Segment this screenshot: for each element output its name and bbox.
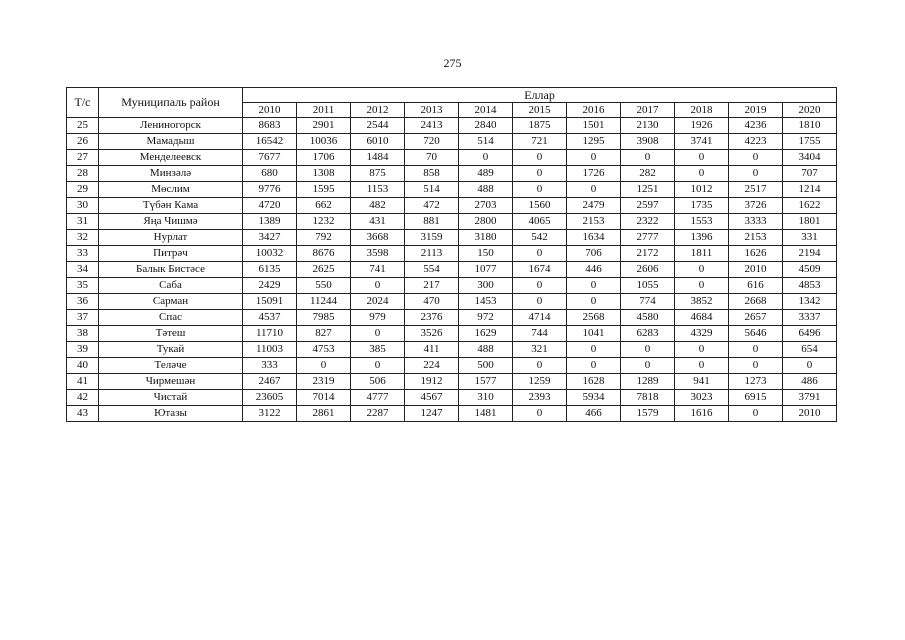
table-row: [67, 150, 837, 166]
value-cell: 0: [351, 326, 405, 342]
value-cell: 2517: [729, 182, 783, 198]
value-cell: 5934: [567, 390, 621, 406]
value-cell: 10032: [243, 246, 297, 262]
row-index: 25: [67, 118, 99, 134]
table-row: [67, 230, 837, 246]
table-row: [67, 166, 837, 182]
value-cell: 3333: [729, 214, 783, 230]
value-cell: 858: [405, 166, 459, 182]
value-cell: 0: [675, 358, 729, 374]
value-cell: 2413: [405, 118, 459, 134]
value-cell: 4567: [405, 390, 459, 406]
row-index: 39: [67, 342, 99, 358]
value-cell: 0: [567, 358, 621, 374]
value-cell: 972: [459, 310, 513, 326]
row-index: 42: [67, 390, 99, 406]
header-year: 2016: [567, 103, 621, 118]
value-cell: 506: [351, 374, 405, 390]
value-cell: 488: [459, 182, 513, 198]
value-cell: 0: [621, 150, 675, 166]
row-index: 40: [67, 358, 99, 374]
district-name: Минзәлә: [99, 166, 243, 182]
header-year: 2011: [297, 103, 351, 118]
value-cell: 6496: [783, 326, 837, 342]
table-row: [67, 182, 837, 198]
value-cell: 0: [513, 406, 567, 422]
value-cell: 0: [729, 150, 783, 166]
row-index: 37: [67, 310, 99, 326]
header-year: 2019: [729, 103, 783, 118]
value-cell: 2376: [405, 310, 459, 326]
header-year: 2013: [405, 103, 459, 118]
value-cell: 310: [459, 390, 513, 406]
value-cell: 1308: [297, 166, 351, 182]
table-row: [67, 294, 837, 310]
value-cell: 2840: [459, 118, 513, 134]
value-cell: 6915: [729, 390, 783, 406]
value-cell: 4684: [675, 310, 729, 326]
value-cell: 0: [729, 406, 783, 422]
value-cell: 1726: [567, 166, 621, 182]
value-cell: 9776: [243, 182, 297, 198]
value-cell: 4329: [675, 326, 729, 342]
district-name: Чистай: [99, 390, 243, 406]
value-cell: 1634: [567, 230, 621, 246]
value-cell: 2703: [459, 198, 513, 214]
value-cell: 875: [351, 166, 405, 182]
value-cell: 1622: [783, 198, 837, 214]
value-cell: 1811: [675, 246, 729, 262]
value-cell: 1577: [459, 374, 513, 390]
value-cell: 1801: [783, 214, 837, 230]
value-cell: 4236: [729, 118, 783, 134]
table-row: [67, 118, 837, 134]
value-cell: 500: [459, 358, 513, 374]
value-cell: 1579: [621, 406, 675, 422]
value-cell: 4720: [243, 198, 297, 214]
value-cell: 217: [405, 278, 459, 294]
value-cell: 2625: [297, 262, 351, 278]
value-cell: 0: [297, 358, 351, 374]
value-cell: 7818: [621, 390, 675, 406]
value-cell: 4509: [783, 262, 837, 278]
value-cell: 3726: [729, 198, 783, 214]
value-cell: 1077: [459, 262, 513, 278]
value-cell: 0: [675, 166, 729, 182]
value-cell: 3180: [459, 230, 513, 246]
value-cell: 1674: [513, 262, 567, 278]
value-cell: 2319: [297, 374, 351, 390]
value-cell: 0: [459, 150, 513, 166]
value-cell: 1926: [675, 118, 729, 134]
page-number: 275: [443, 56, 462, 70]
value-cell: 0: [783, 358, 837, 374]
value-cell: 2194: [783, 246, 837, 262]
value-cell: 8676: [297, 246, 351, 262]
value-cell: 11003: [243, 342, 297, 358]
value-cell: 300: [459, 278, 513, 294]
district-name: Саба: [99, 278, 243, 294]
value-cell: 1289: [621, 374, 675, 390]
value-cell: 514: [405, 182, 459, 198]
value-cell: 0: [513, 358, 567, 374]
district-name: Питрәч: [99, 246, 243, 262]
header-row-top: [67, 88, 837, 103]
value-cell: 979: [351, 310, 405, 326]
value-cell: 2010: [729, 262, 783, 278]
row-index: 41: [67, 374, 99, 390]
value-cell: 0: [675, 278, 729, 294]
value-cell: 3741: [675, 134, 729, 150]
value-cell: 0: [567, 342, 621, 358]
value-cell: 1481: [459, 406, 513, 422]
value-cell: 1626: [729, 246, 783, 262]
row-index: 32: [67, 230, 99, 246]
district-name: Тукай: [99, 342, 243, 358]
value-cell: 0: [351, 358, 405, 374]
value-cell: 1389: [243, 214, 297, 230]
value-cell: 0: [729, 358, 783, 374]
table-row: [67, 310, 837, 326]
value-cell: 0: [567, 150, 621, 166]
value-cell: 282: [621, 166, 675, 182]
value-cell: 2130: [621, 118, 675, 134]
value-cell: 3526: [405, 326, 459, 342]
value-cell: 4753: [297, 342, 351, 358]
value-cell: 2479: [567, 198, 621, 214]
value-cell: 744: [513, 326, 567, 342]
value-cell: 446: [567, 262, 621, 278]
value-cell: 1484: [351, 150, 405, 166]
value-cell: 0: [675, 342, 729, 358]
row-index: 30: [67, 198, 99, 214]
district-name: Мамадыш: [99, 134, 243, 150]
value-cell: 3337: [783, 310, 837, 326]
value-cell: 1396: [675, 230, 729, 246]
value-cell: 10036: [297, 134, 351, 150]
table-row: [67, 342, 837, 358]
value-cell: 3791: [783, 390, 837, 406]
row-index: 35: [67, 278, 99, 294]
value-cell: 662: [297, 198, 351, 214]
value-cell: 514: [459, 134, 513, 150]
value-cell: 1342: [783, 294, 837, 310]
value-cell: 1214: [783, 182, 837, 198]
value-cell: 16542: [243, 134, 297, 150]
value-cell: 680: [243, 166, 297, 182]
value-cell: 3852: [675, 294, 729, 310]
value-cell: 2010: [783, 406, 837, 422]
value-cell: 6135: [243, 262, 297, 278]
value-cell: 4853: [783, 278, 837, 294]
value-cell: 2113: [405, 246, 459, 262]
value-cell: 1251: [621, 182, 675, 198]
value-cell: 2657: [729, 310, 783, 326]
district-name: Лениногорск: [99, 118, 243, 134]
header-year: 2017: [621, 103, 675, 118]
header-year: 2020: [783, 103, 837, 118]
row-index: 38: [67, 326, 99, 342]
district-name: Ютазы: [99, 406, 243, 422]
value-cell: 3404: [783, 150, 837, 166]
value-cell: 542: [513, 230, 567, 246]
value-cell: 0: [729, 166, 783, 182]
value-cell: 1273: [729, 374, 783, 390]
value-cell: 482: [351, 198, 405, 214]
value-cell: 1755: [783, 134, 837, 150]
value-cell: 7677: [243, 150, 297, 166]
value-cell: 3023: [675, 390, 729, 406]
value-cell: 1259: [513, 374, 567, 390]
value-cell: 1501: [567, 118, 621, 134]
value-cell: 616: [729, 278, 783, 294]
value-cell: 2901: [297, 118, 351, 134]
row-index: 29: [67, 182, 99, 198]
value-cell: 11244: [297, 294, 351, 310]
value-cell: 431: [351, 214, 405, 230]
table-row: [67, 390, 837, 406]
value-cell: 1012: [675, 182, 729, 198]
value-cell: 1628: [567, 374, 621, 390]
value-cell: 0: [513, 150, 567, 166]
value-cell: 941: [675, 374, 729, 390]
value-cell: 1629: [459, 326, 513, 342]
value-cell: 1055: [621, 278, 675, 294]
table-row: [67, 134, 837, 150]
value-cell: 150: [459, 246, 513, 262]
value-cell: 721: [513, 134, 567, 150]
row-index: 34: [67, 262, 99, 278]
value-cell: 0: [567, 294, 621, 310]
header-years-group: Еллар: [243, 88, 837, 103]
district-name: Нурлат: [99, 230, 243, 246]
value-cell: 15091: [243, 294, 297, 310]
value-cell: 0: [621, 342, 675, 358]
value-cell: 224: [405, 358, 459, 374]
value-cell: 466: [567, 406, 621, 422]
table-row: [67, 374, 837, 390]
value-cell: 1553: [675, 214, 729, 230]
value-cell: 4580: [621, 310, 675, 326]
value-cell: 1912: [405, 374, 459, 390]
header-index: Т/с: [67, 88, 99, 118]
value-cell: 654: [783, 342, 837, 358]
value-cell: 792: [297, 230, 351, 246]
value-cell: 0: [567, 182, 621, 198]
value-cell: 486: [783, 374, 837, 390]
table-row: [67, 198, 837, 214]
value-cell: 5646: [729, 326, 783, 342]
value-cell: 489: [459, 166, 513, 182]
value-cell: 3122: [243, 406, 297, 422]
value-cell: 333: [243, 358, 297, 374]
value-cell: 1453: [459, 294, 513, 310]
value-cell: 1041: [567, 326, 621, 342]
value-cell: 4537: [243, 310, 297, 326]
value-cell: 4223: [729, 134, 783, 150]
table-header: [67, 88, 837, 118]
value-cell: 488: [459, 342, 513, 358]
value-cell: 2153: [567, 214, 621, 230]
value-cell: 7985: [297, 310, 351, 326]
value-cell: 3598: [351, 246, 405, 262]
row-index: 43: [67, 406, 99, 422]
value-cell: 0: [513, 278, 567, 294]
value-cell: 4065: [513, 214, 567, 230]
district-name: Спас: [99, 310, 243, 326]
value-cell: 2153: [729, 230, 783, 246]
table-row: [67, 214, 837, 230]
row-index: 26: [67, 134, 99, 150]
value-cell: 2172: [621, 246, 675, 262]
value-cell: 2024: [351, 294, 405, 310]
value-cell: 2668: [729, 294, 783, 310]
value-cell: 0: [729, 342, 783, 358]
value-cell: 0: [513, 246, 567, 262]
value-cell: 2393: [513, 390, 567, 406]
value-cell: 1875: [513, 118, 567, 134]
value-cell: 881: [405, 214, 459, 230]
value-cell: 0: [675, 262, 729, 278]
value-cell: 0: [513, 182, 567, 198]
table-row: [67, 406, 837, 422]
value-cell: 1295: [567, 134, 621, 150]
district-name: Сарман: [99, 294, 243, 310]
value-cell: 1735: [675, 198, 729, 214]
value-cell: 8683: [243, 118, 297, 134]
value-cell: 741: [351, 262, 405, 278]
value-cell: 707: [783, 166, 837, 182]
value-cell: 1595: [297, 182, 351, 198]
value-cell: 2606: [621, 262, 675, 278]
value-cell: 2861: [297, 406, 351, 422]
row-index: 27: [67, 150, 99, 166]
value-cell: 23605: [243, 390, 297, 406]
value-cell: 2322: [621, 214, 675, 230]
header-district: Муниципаль район: [99, 88, 243, 118]
value-cell: 2544: [351, 118, 405, 134]
value-cell: 411: [405, 342, 459, 358]
district-name: Түбән Кама: [99, 198, 243, 214]
row-index: 31: [67, 214, 99, 230]
row-index: 28: [67, 166, 99, 182]
value-cell: 2429: [243, 278, 297, 294]
header-year: 2018: [675, 103, 729, 118]
value-cell: 2467: [243, 374, 297, 390]
value-cell: 470: [405, 294, 459, 310]
value-cell: 0: [567, 278, 621, 294]
value-cell: 6283: [621, 326, 675, 342]
value-cell: 550: [297, 278, 351, 294]
district-name: Тәтеш: [99, 326, 243, 342]
value-cell: 0: [513, 294, 567, 310]
value-cell: 720: [405, 134, 459, 150]
value-cell: 0: [621, 358, 675, 374]
value-cell: 11710: [243, 326, 297, 342]
value-cell: 0: [351, 278, 405, 294]
value-cell: 4777: [351, 390, 405, 406]
value-cell: 331: [783, 230, 837, 246]
value-cell: 70: [405, 150, 459, 166]
value-cell: 3908: [621, 134, 675, 150]
value-cell: 2568: [567, 310, 621, 326]
value-cell: 472: [405, 198, 459, 214]
value-cell: 1153: [351, 182, 405, 198]
table-row: [67, 246, 837, 262]
header-year: 2010: [243, 103, 297, 118]
value-cell: 3668: [351, 230, 405, 246]
value-cell: 0: [675, 150, 729, 166]
data-table: [66, 87, 837, 422]
value-cell: 3159: [405, 230, 459, 246]
header-year: 2014: [459, 103, 513, 118]
value-cell: 7014: [297, 390, 351, 406]
value-cell: 1247: [405, 406, 459, 422]
value-cell: 774: [621, 294, 675, 310]
value-cell: 827: [297, 326, 351, 342]
row-index: 36: [67, 294, 99, 310]
table-row: [67, 262, 837, 278]
district-name: Мөслим: [99, 182, 243, 198]
district-name: Менделеевск: [99, 150, 243, 166]
value-cell: 554: [405, 262, 459, 278]
value-cell: 1616: [675, 406, 729, 422]
district-name: Чирмешән: [99, 374, 243, 390]
value-cell: 3427: [243, 230, 297, 246]
header-year: 2012: [351, 103, 405, 118]
value-cell: 2800: [459, 214, 513, 230]
value-cell: 1232: [297, 214, 351, 230]
value-cell: 1560: [513, 198, 567, 214]
value-cell: 1706: [297, 150, 351, 166]
value-cell: 6010: [351, 134, 405, 150]
row-index: 33: [67, 246, 99, 262]
table-row: [67, 358, 837, 374]
value-cell: 385: [351, 342, 405, 358]
value-cell: 321: [513, 342, 567, 358]
value-cell: 0: [513, 166, 567, 182]
district-name: Балык Бистәсе: [99, 262, 243, 278]
district-name: Теләче: [99, 358, 243, 374]
value-cell: 2777: [621, 230, 675, 246]
district-name: Яңа Чишмә: [99, 214, 243, 230]
value-cell: 1810: [783, 118, 837, 134]
value-cell: 706: [567, 246, 621, 262]
value-cell: 4714: [513, 310, 567, 326]
table-row: [67, 326, 837, 342]
value-cell: 2597: [621, 198, 675, 214]
value-cell: 2287: [351, 406, 405, 422]
header-year: 2015: [513, 103, 567, 118]
table-row: [67, 278, 837, 294]
table-body: [67, 118, 837, 422]
